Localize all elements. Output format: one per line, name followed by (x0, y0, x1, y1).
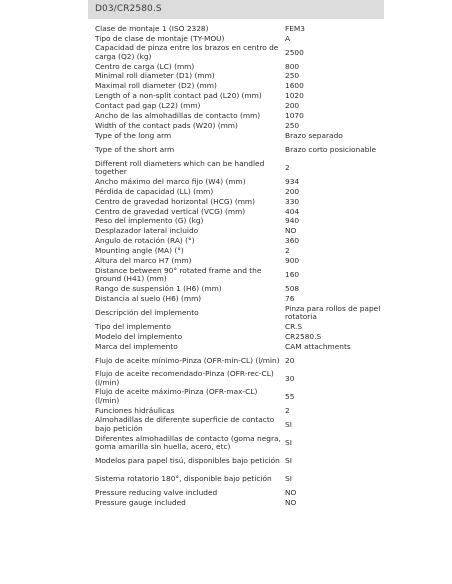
spec-row (95, 322, 385, 332)
spec-row (95, 159, 385, 177)
spec-row (95, 141, 385, 159)
spec-row (95, 187, 385, 197)
spec-row (95, 332, 385, 342)
spec-value: 30 (285, 374, 295, 383)
spec-row (95, 44, 385, 62)
spec-label: Tipo de clase de montaje (TY-MOU) (95, 34, 225, 43)
spec-label: Flujo de aceite máximo-Pinza (OFR-max-CL) (l/min) (95, 388, 258, 406)
spec-value: 800 (285, 62, 300, 71)
spec-value: NO (285, 489, 297, 498)
spec-value: 2 (285, 247, 290, 256)
spec-value: CAM attachments (285, 342, 351, 351)
spec-label: Desplazador lateral incluido (95, 227, 199, 236)
spec-row (95, 227, 385, 237)
spec-label: Modelos para papel tisú, disponibles bajo petición (95, 456, 280, 465)
spec-label: Rango de suspensión 1 (H6) (mm) (95, 284, 222, 293)
spec-label: Clase de montaje 1 (ISO 2328) (95, 24, 209, 33)
spec-row (95, 217, 385, 227)
spec-value: Pinza para rollos de papel rotatoria (285, 304, 381, 322)
spec-row (95, 237, 385, 247)
spec-label: Pérdida de capacidad (LL) (mm) (95, 187, 214, 196)
spec-row (95, 488, 385, 498)
spec-row (95, 416, 385, 434)
spec-row (95, 498, 385, 508)
spec-row (95, 207, 385, 217)
spec-value: 200 (285, 102, 300, 111)
spec-row (95, 121, 385, 131)
spec-label: Centro de gravedad vertical (VCG) (mm) (95, 207, 246, 216)
spec-label: Almohadillas de diferente superficie de contacto bajo petición (95, 416, 275, 434)
spec-row (95, 92, 385, 102)
spec-label: Distance between 90° rotated frame and the ground (H41) (mm) (95, 266, 262, 284)
spec-label: Distancia al suelo (H6) (mm) (95, 294, 202, 303)
spec-row (95, 111, 385, 121)
spec-label: Sistema rotatorio 180°, disponible bajo petición (95, 475, 272, 484)
spec-value: Brazo separado (285, 131, 343, 140)
spec-row (95, 304, 385, 322)
spec-value: 160 (285, 270, 300, 279)
spec-row (95, 406, 385, 416)
spec-value: 360 (285, 237, 300, 246)
spec-value: 508 (285, 284, 300, 293)
spec-label: Flujo de aceite mínimo-Pinza (OFR-min-CL) (l/min) (95, 356, 280, 365)
spec-value: A (285, 34, 291, 43)
spec-label: Length of a non-split contact pad (L20) (mm) (95, 92, 262, 101)
spec-value: 55 (285, 392, 295, 401)
spec-label: Maximal roll diameter (D2) (mm) (95, 82, 217, 91)
spec-label: Minimal roll diameter (D1) (mm) (95, 72, 215, 81)
spec-row (95, 131, 385, 141)
spec-label: Different roll diameters which can be handled together (95, 159, 265, 177)
spec-label: Tipo del implemento (95, 322, 171, 331)
spec-label: Type of the short arm (95, 145, 175, 154)
spec-row (95, 388, 385, 406)
spec-value: 900 (285, 256, 300, 265)
spec-label: Modelo del implemento (95, 332, 183, 341)
spec-label: Flujo de aceite recomendado-Pinza (OFR-rec-CL) (l/min) (95, 370, 274, 387)
spec-row (95, 266, 385, 284)
spec-value: Brazo corto posicionable (285, 145, 377, 154)
spec-row (95, 72, 385, 82)
spec-label: Width of the contact pads (W20) (mm) (95, 121, 238, 130)
spec-label: Capacidad de pinza entre los brazos en centro de carga (Q2) (kg) (95, 44, 279, 61)
spec-label: Descripción del implemento (95, 308, 199, 317)
spec-table (95, 24, 385, 508)
spec-value: CR2580.S (285, 332, 322, 341)
spec-value: SI (285, 438, 292, 447)
spec-value: CR.S (285, 322, 303, 331)
spec-value: 404 (285, 207, 300, 216)
spec-value: 1600 (285, 82, 304, 91)
spec-label: Mounting angle (MA) (°) (95, 247, 184, 256)
spec-value: SI (285, 420, 292, 429)
spec-value: 940 (285, 217, 300, 226)
spec-value: NO (285, 498, 297, 507)
spec-value: 934 (285, 177, 300, 186)
spec-label: Marca del implemento (95, 342, 178, 351)
spec-label: Altura del marco H7 (mm) (95, 256, 192, 265)
spec-row (95, 342, 385, 352)
spec-row (95, 197, 385, 207)
spec-value: 250 (285, 72, 300, 81)
spec-label: Pressure gauge included (95, 498, 186, 507)
spec-row (95, 24, 385, 34)
spec-row (95, 284, 385, 294)
spec-row (95, 352, 385, 370)
spec-row (95, 470, 385, 488)
spec-value: 200 (285, 187, 300, 196)
spec-row (95, 34, 385, 44)
spec-label: Diferentes almohadillas de contacto (goma negra, goma amarilla sin huella, acero, etc) (95, 434, 281, 452)
spec-label: Funciones hidráulicas (95, 406, 175, 415)
page-title: D03/CR2580.S (95, 4, 162, 14)
spec-label: Peso del implemento (G) (kg) (95, 217, 204, 226)
spec-label: Centro de gravedad horizontal (HCG) (mm) (95, 197, 256, 206)
spec-row (95, 101, 385, 111)
spec-label: Ángulo de rotación (RA) (°) (95, 237, 195, 246)
spec-row (95, 256, 385, 266)
spec-value: 250 (285, 121, 300, 130)
spec-value: 1070 (285, 111, 304, 120)
spec-row (95, 246, 385, 256)
spec-row (95, 177, 385, 187)
spec-label: Pressure reducing valve included (95, 489, 218, 498)
spec-value: NO (285, 227, 297, 236)
spec-value: 76 (285, 294, 295, 303)
spec-row (95, 82, 385, 92)
spec-value: 20 (285, 356, 295, 365)
spec-label: Type of the long arm (95, 131, 172, 140)
header-bar (88, 0, 384, 19)
spec-row (95, 294, 385, 304)
spec-value: 2 (285, 406, 290, 415)
spec-label: Centro de carga (LC) (mm) (95, 62, 195, 71)
spec-row (95, 452, 385, 470)
spec-value: 330 (285, 197, 300, 206)
spec-label: Ancho de las almohadillas de contacto (mm) (95, 111, 261, 120)
spec-row (95, 62, 385, 72)
spec-value: 1020 (285, 92, 304, 101)
spec-row (95, 434, 385, 452)
spec-value: FEM3 (285, 24, 305, 33)
spec-row (95, 370, 385, 388)
spec-value: 2 (285, 163, 290, 172)
spec-label: Ancho máximo del marco fijo (W4) (mm) (95, 177, 246, 186)
spec-value: SI (285, 456, 292, 465)
spec-label: Contact pad gap (L22) (mm) (95, 102, 201, 111)
spec-value: 2500 (285, 48, 304, 57)
spec-value: SI (285, 475, 292, 484)
